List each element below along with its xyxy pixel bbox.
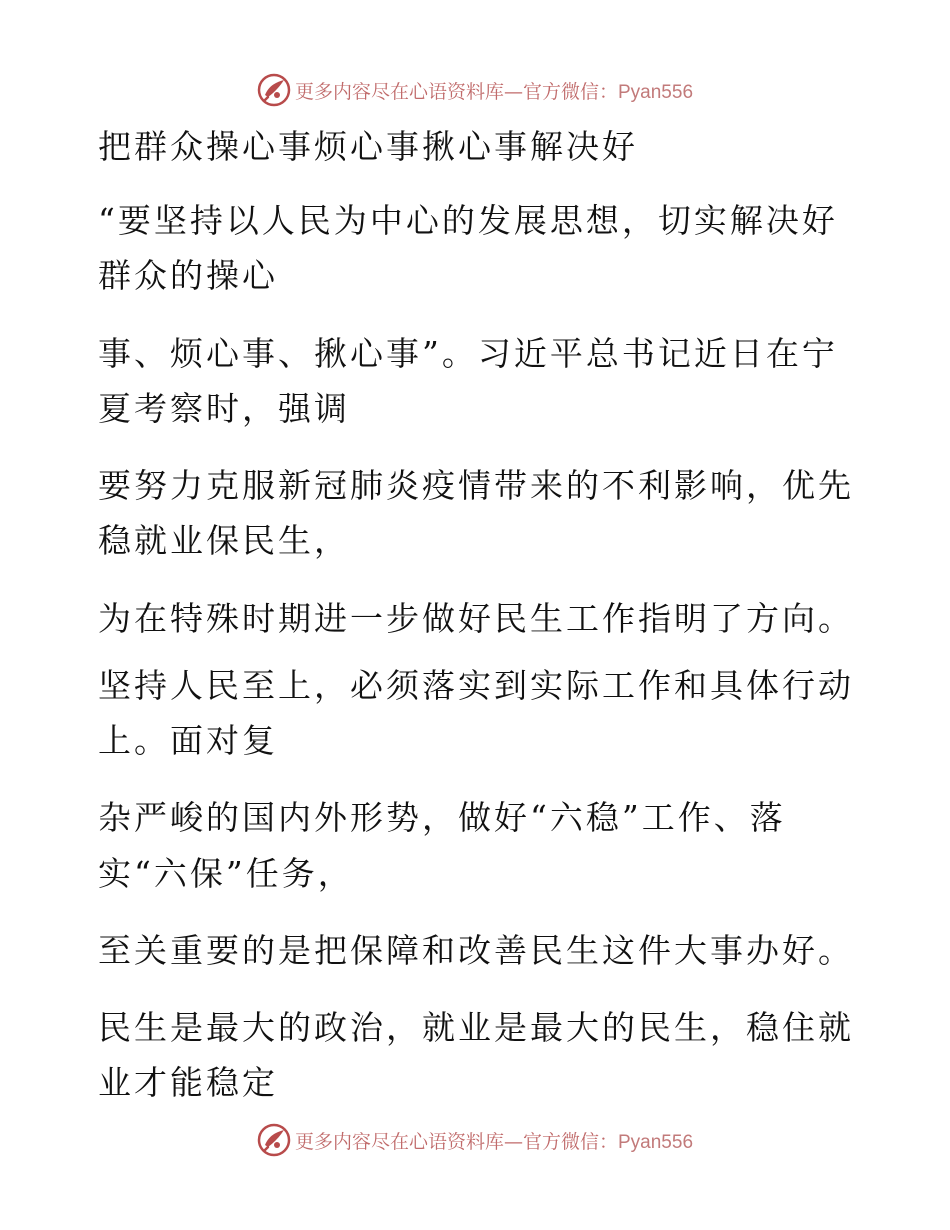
- doc-line: 稳就业保民生，: [98, 521, 350, 560]
- doc-line: 至关重要的是把保障和改善民生这件大事办好。: [98, 931, 854, 970]
- doc-line: 实“六保”任务，: [98, 854, 354, 893]
- header-watermark: [0, 70, 950, 110]
- doc-line: 坚持人民至上，必须落实到实际工作和具体行动: [98, 666, 854, 705]
- doc-line: 民生是最大的政治，就业是最大的民生，稳住就: [98, 1008, 854, 1047]
- watermark-text: [295, 77, 693, 104]
- doc-line: 把群众操心事烦心事揪心事解决好: [98, 127, 638, 166]
- doc-line: “要坚持以人民为中心的发展思想，切实解决好: [98, 201, 838, 240]
- logo-icon: [257, 73, 291, 107]
- watermark-text: [295, 1127, 693, 1154]
- watermark-wechat-id: Pyan556: [618, 81, 694, 103]
- doc-line: 夏考察时，强调: [98, 389, 350, 428]
- doc-line: 杂严峻的国内外形势，做好“六稳”工作、落: [98, 798, 786, 837]
- doc-line: 事、烦心事、揪心事”。习近平总书记近日在宁: [98, 334, 838, 373]
- doc-line: 上。面对复: [98, 721, 278, 760]
- watermark-label: 更多内容尽在心语资料库—官方微信：: [294, 1130, 618, 1153]
- doc-line: 业才能稳定: [98, 1063, 278, 1102]
- doc-line: 要努力克服新冠肺炎疫情带来的不利影响，优先: [98, 466, 854, 505]
- logo-icon: [257, 1123, 291, 1157]
- watermark-wechat-id: Pyan556: [618, 1131, 694, 1153]
- doc-line: 为在特殊时期进一步做好民生工作指明了方向。: [98, 599, 854, 638]
- watermark-label: 更多内容尽在心语资料库—官方微信：: [294, 80, 618, 103]
- footer-watermark: [0, 1120, 950, 1160]
- doc-line: 群众的操心: [98, 256, 278, 295]
